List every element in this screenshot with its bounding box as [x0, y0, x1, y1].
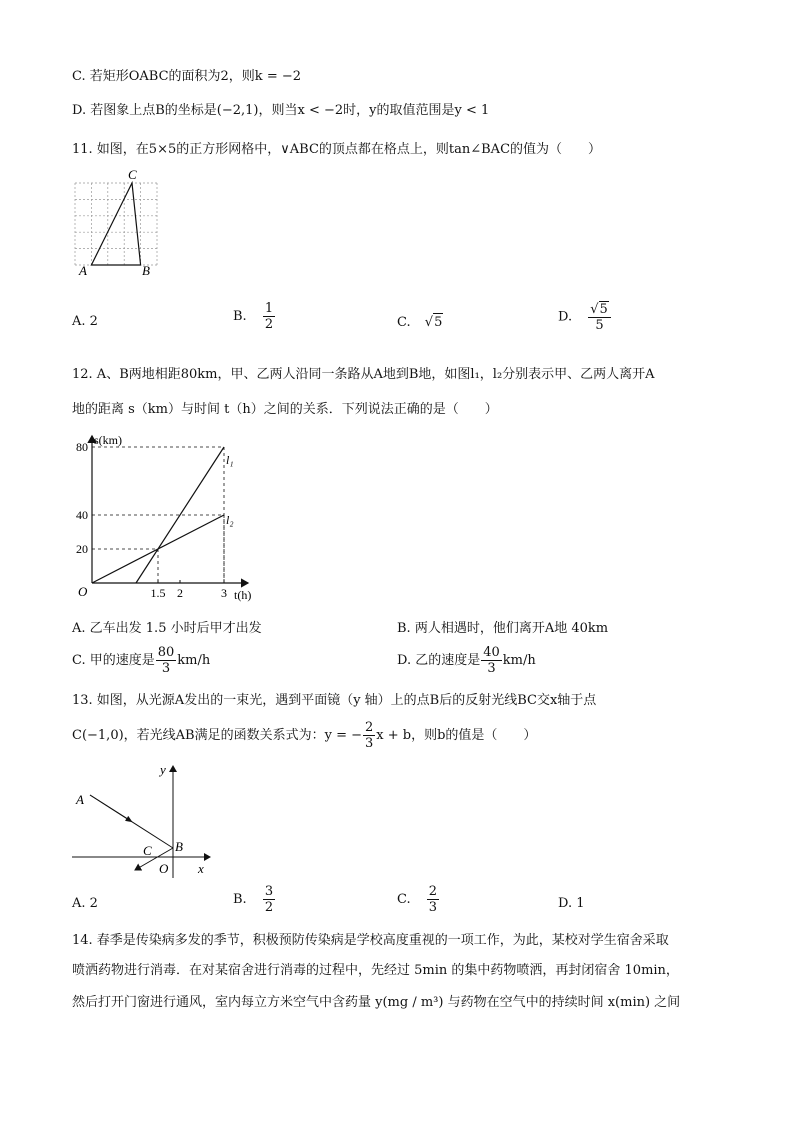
- ray-ab-arrow: [90, 795, 130, 821]
- label-b: B: [142, 263, 150, 278]
- q11-option-c: C. √5: [397, 315, 443, 330]
- y-axis-label: s(km): [94, 433, 122, 447]
- q10-option-c: C. 若矩形OABC的面积为2，则k = −2: [72, 69, 302, 84]
- q14-line1: 14. 春季是传染病多发的季节，积极预防传染病是学校高度重视的一项工作，为此，某校对学生宿舍采取: [72, 933, 669, 948]
- q13-stem-line2: C(−1,0)，若光线AB满足的函数关系式为：y = − $\frac{2}{3}$ x + b，则b的值是（ ）: [72, 720, 537, 751]
- q14-line3: 然后打开门窗进行通风，室内每立方米空气中含药量 y(mg / m³) 与药物在空气中的持续时间 x(min) 之间: [72, 995, 681, 1010]
- q13-option-c: C. $\frac{2}{3}$: [397, 884, 438, 915]
- q12-stem-line2: 地的距离 s（km）与时间 t（h）之间的关系．下列说法正确的是（ ）: [72, 402, 498, 417]
- q13-reflection-figure: [70, 760, 220, 880]
- q12-distance-time-chart: [70, 428, 270, 608]
- q13-option-d: D. 1: [558, 896, 585, 911]
- label-c: C: [143, 843, 152, 858]
- q12-option-b: B. 两人相遇时，他们离开A地 40km: [397, 621, 609, 636]
- l2-label: l₂: [226, 513, 234, 527]
- series-line-1: [136, 447, 224, 583]
- origin-label: O: [78, 584, 88, 599]
- label-b: B: [175, 839, 183, 854]
- q11-stem: 11. 如图，在5×5的正方形网格中，∨ABC的顶点都在格点上，则tan∠BAC的值为（ ）: [72, 142, 602, 157]
- y-tick-label: 80: [76, 440, 88, 454]
- q12-option-d: D. 乙的速度是 $\frac{40}{3}$ km/h: [397, 645, 536, 676]
- x-tick-label: 3: [221, 586, 227, 600]
- y-tick-label: 40: [76, 508, 88, 522]
- q13-option-a: A. 2: [72, 896, 98, 911]
- q11-grid-figure: [70, 168, 182, 280]
- q13-stem-line1: 13. 如图，从光源A发出的一束光，遇到平面镜（y 轴）上的点B后的反射光线BC交x轴于点: [72, 693, 597, 708]
- q13-option-b: B. $\frac{3}{2}$: [233, 884, 274, 915]
- q14-line2: 喷洒药物进行消毒．在对某宿舍进行消毒的过程中，先经过 5min 的集中药物喷洒，再封闭宿舍 10min，: [72, 963, 679, 978]
- label-c: C: [128, 168, 137, 182]
- label-a: A: [79, 263, 87, 278]
- label-a: A: [76, 792, 84, 807]
- y-tick-label: 20: [76, 542, 88, 556]
- q12-option-a: A. 乙车出发 1.5 小时后甲才出发: [72, 621, 262, 636]
- q12-stem-line1: 12. A、B两地相距80km，甲、乙两人沿同一条路从A地到B地，如图l₁，l₂分别表示甲、乙两人离开A: [72, 367, 655, 382]
- x-tick-label: 2: [177, 586, 183, 600]
- label-y: y: [160, 762, 166, 777]
- q12-option-c: C. 甲的速度是 $\frac{80}{3}$ km/h: [72, 645, 211, 676]
- x-tick-label: 1.5: [150, 586, 166, 600]
- q11-option-a: A. 2: [72, 314, 98, 329]
- label-x: x: [198, 861, 204, 876]
- q11-option-b: B. $\frac{1}{2}$: [233, 301, 274, 332]
- triangle-abc: [91, 183, 140, 265]
- x-axis-label: t(h): [234, 588, 252, 602]
- label-o: O: [159, 861, 169, 876]
- q10-option-d: D. 若图象上点B的坐标是(−2,1)，则当x < −2时，y的取值范围是y < 1: [72, 103, 490, 118]
- q11-option-d: D. $\frac{√5}{5}$: [558, 301, 612, 333]
- l1-label: l₁: [226, 453, 234, 467]
